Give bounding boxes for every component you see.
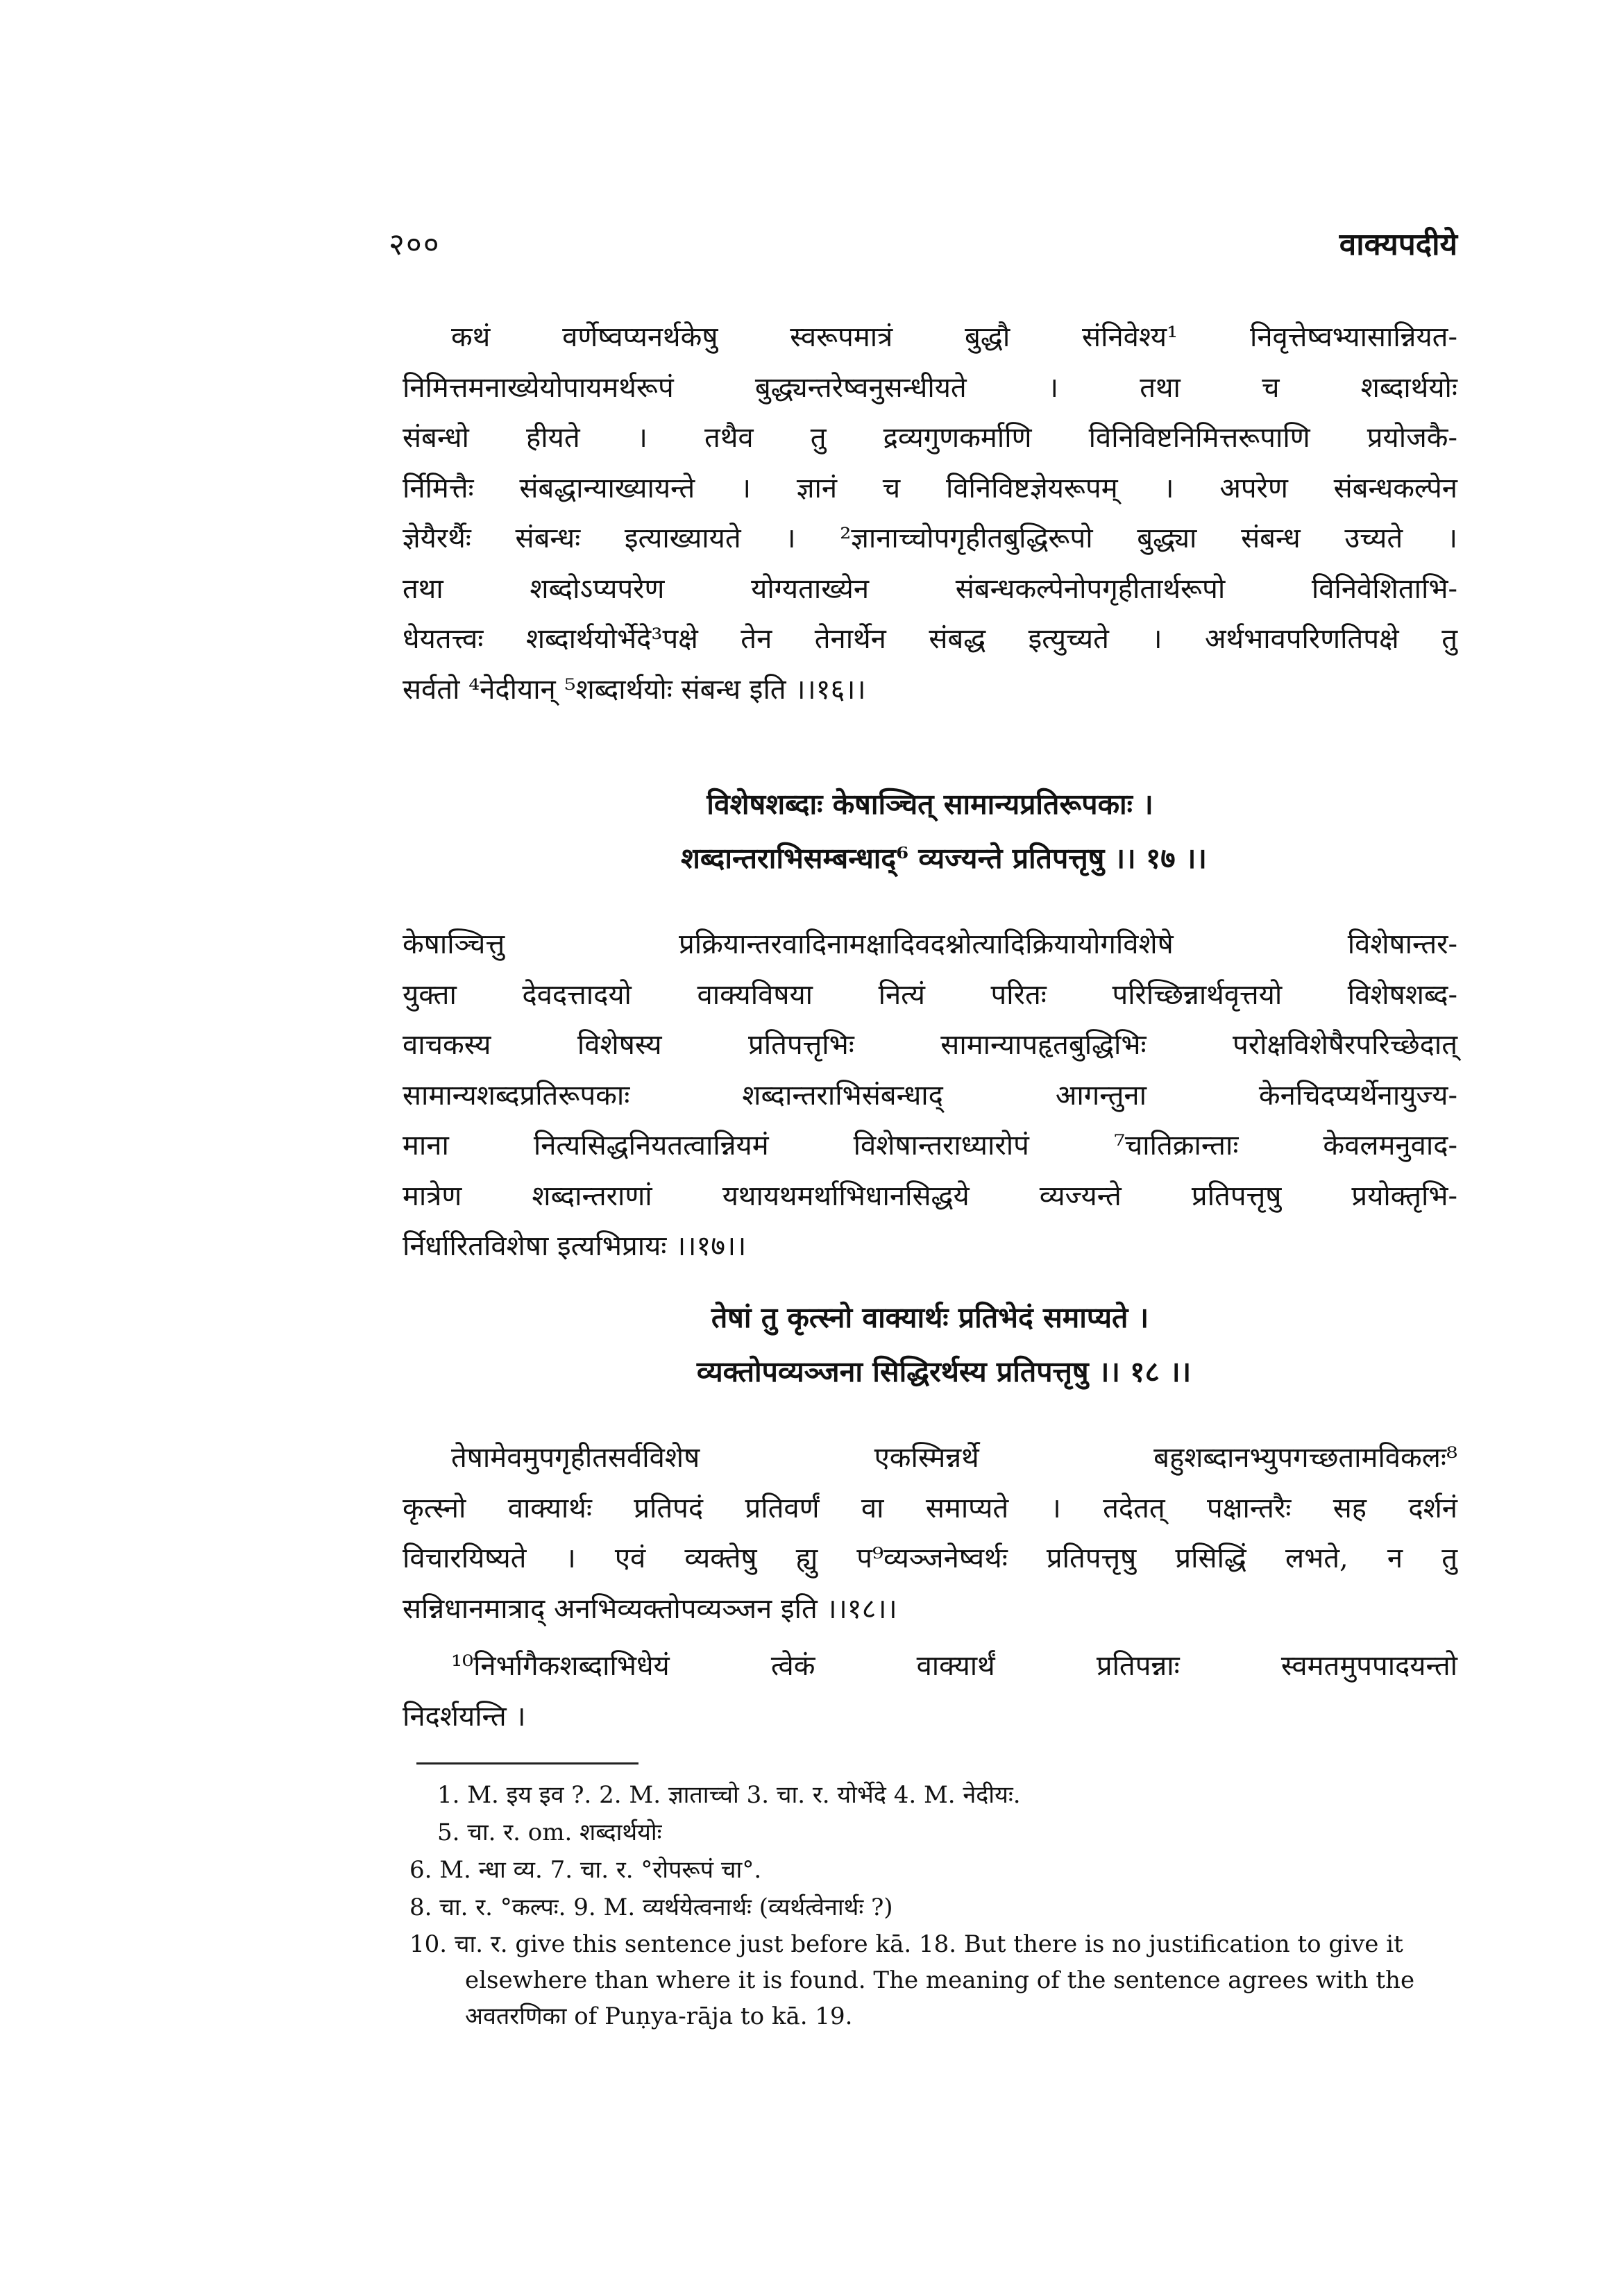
verse-line: व्यक्तोपव्यञ्जना सिद्धिरर्थस्य प्रतिपत्तृषु ।। १८ ।। (696, 1355, 1192, 1388)
verse-18 (403, 1291, 1457, 1399)
footnote-divider (416, 1762, 638, 1764)
verse-line: शब्दान्तराभिसम्बन्धाद्⁶ व्यज्यन्ते प्रतिपत्तृषु ।। १७ ।। (681, 842, 1207, 875)
running-title: वाक्यपदीये (1339, 227, 1457, 262)
text-line: निदर्शयन्ति । (403, 1700, 526, 1733)
text-line: कथं वर्णेष्वप्यनर्थकेषु स्वरूपमात्रं बुद्धौ संनिवेश्य¹ निवृत्तेष्वभ्यासान्नियत- (451, 321, 1457, 353)
verse-line: विशेषशब्दाः केषाञ्चित् सामान्यप्रतिरूपकाः । (707, 788, 1153, 821)
text-line: निमित्तमनाख्येयोपायमर्थरूपं बुद्ध्यन्तरेष्वनुसन्धीयते । तथा च शब्दार्थयोः (403, 371, 1457, 404)
text-line: तथा शब्दोऽप्यपरेण योग्यताख्येन संबन्धकल्पेनोपगृहीतार्थरूपो विनिवेशिताभि- (403, 572, 1457, 605)
text-line: सामान्यशब्दप्रतिरूपकाः शब्दान्तराभिसंबन्धाद् आगन्तुना केनचिदप्यर्थेनायुज्य- (403, 1079, 1457, 1112)
text-line: ज्ञेयैरर्थैः संबन्धः इत्याख्यायते । ²ज्ञानाच्चोपगृहीतबुद्धिरूपो बुद्ध्या संबन्ध उच्यते । (403, 522, 1457, 554)
text-line: वाचकस्य विशेषस्य प्रतिपत्तृभिः सामान्यापहृतबुद्धिभिः परोक्षविशेषैरपरिच्छेदात् (403, 1029, 1457, 1061)
footnote-line: 10. चा. र. give this sentence just before kā. 18. But there is no justification to give it elsewhere than where it is found. The meaning of the sentence agrees with the अवतरणिका of Puṇya-rāja to kā. 19. (409, 1930, 1415, 2030)
footnote-line: 1. M. इय इव ?. 2. M. ज्ञाताच्चो 3. चा. र. योर्भेदे 4. M. नेदीयः. (437, 1781, 1021, 1809)
text-line: सर्वतो ⁴नेदीयान् ⁵शब्दार्थयोः संबन्ध इति ।।१६।। (403, 673, 866, 706)
commentary-paragraph-17 (403, 919, 1457, 1272)
text-line: कृत्स्नो वाक्यार्थः प्रतिपदं प्रतिवर्णं वा समाप्यते । तदेतत् पक्षान्तरैः सह दर्शनं (403, 1492, 1457, 1524)
verse-17 (403, 777, 1457, 885)
text-line: संबन्धो हीयते । तथैव तु द्रव्यगुणकर्माणि विनिविष्टनिमित्तरूपाणि प्रयोजकै- (403, 422, 1457, 454)
commentary-paragraph-16 (403, 312, 1457, 715)
verse-line: तेषां तु कृत्स्नो वाक्यार्थः प्रतिभेदं समाप्यते । (711, 1301, 1149, 1334)
text-line: मात्रेण शब्दान्तराणां यथायथमर्थाभिधानसिद्धये व्यज्यन्ते प्रतिपत्तृषु प्रयोक्तृभि- (403, 1180, 1457, 1212)
footnote-line: 6. M. न्धा व्य. 7. चा. र. °रोपरूपं चा°. (409, 1856, 762, 1884)
text-line: माना नित्यसिद्धनियतत्वान्नियमं विशेषान्तराध्यारोपं ⁷चातिक्रान्ताः केवलमनुवाद- (403, 1130, 1457, 1162)
footnote-line: 5. चा. र. om. शब्दार्थयोः (437, 1819, 662, 1846)
commentary-paragraph-intro-19 (403, 1641, 1457, 1742)
text-line: तेषामेवमुपगृहीतसर्वविशेष एकस्मिन्नर्थे बहुशब्दानभ्युपगच्छतामविकलः⁸ (451, 1442, 1457, 1474)
page-header (389, 222, 1457, 271)
text-line: विचारयिष्यते । एवं व्यक्तेषु ह्यु प⁹व्यञ्जनेष्वर्थः प्रतिपत्तृषु प्रसिद्धिं लभते, न तु (403, 1542, 1457, 1574)
footnotes (409, 1776, 1464, 2034)
footnote-line: 8. चा. र. °कल्पः. 9. M. व्यर्थयेत्वनार्थः (व्यर्थत्वेनार्थः ?) (409, 1894, 893, 1921)
commentary-paragraph-18 (403, 1433, 1457, 1634)
text-line: धेयतत्त्वः शब्दार्थयोर्भेदे³पक्षे तेन तेनार्थेन संबद्ध इत्युच्यते । अर्थभावपरिणतिपक्षे तु (403, 623, 1457, 655)
text-line: सन्निधानमात्राद् अनभिव्यक्तोपव्यञ्जन इति ।।१८।। (403, 1592, 897, 1625)
text-line: र्निमित्तैः संबद्धान्याख्यायन्ते । ज्ञानं च विनिविष्टज्ञेयरूपम् । अपरेण संबन्धकल्पेन (403, 472, 1457, 504)
text-line: केषाञ्चित्तु प्रक्रियान्तरवादिनामक्षादिवदश्नोत्यादिक्रियायोगविशेषे विशेषान्तर- (403, 928, 1457, 960)
text-line: ¹⁰निर्भागैकशब्दाभिधेयं त्वेकं वाक्यार्थं प्रतिपन्नाः स्वमतमुपपादयन्तो (451, 1650, 1457, 1682)
text-line: युक्ता देवदत्तादयो वाक्यविषया नित्यं परितः परिच्छिन्नार्थवृत्तयो विशेषशब्द- (403, 978, 1457, 1011)
page-number: २०० (389, 227, 441, 262)
text-line: र्निर्धारितविशेषा इत्यभिप्रायः ।।१७।। (403, 1230, 747, 1262)
